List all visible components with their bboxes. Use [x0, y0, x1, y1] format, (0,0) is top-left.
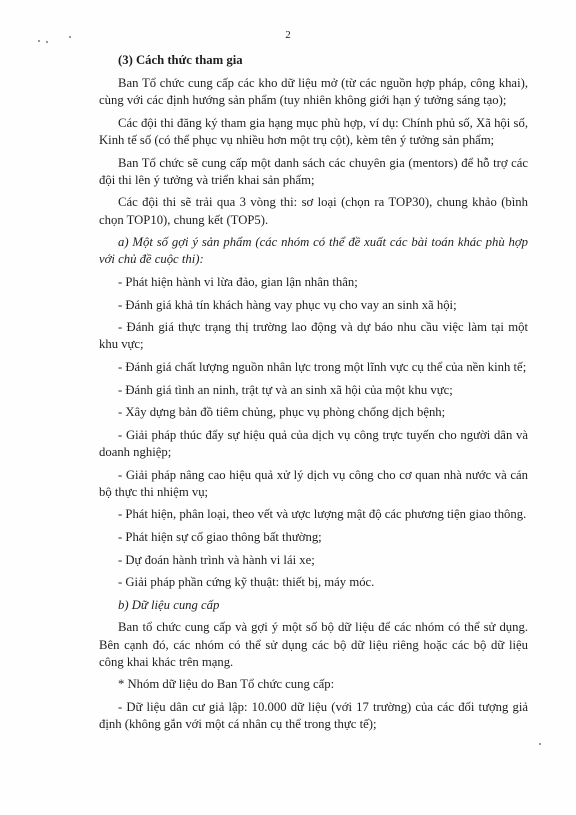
paragraph: - Đánh giá khả tín khách hàng vay phục vụ cho vay an sinh xã hội; — [118, 297, 457, 312]
paragraph: - Giải pháp thúc đẩy sự hiệu quả của dịch vụ công trực tuyến cho người dân và doanh nghiệp; — [99, 427, 528, 459]
paragraph: - Giải pháp phần cứng kỹ thuật: thiết bị, máy móc. — [118, 575, 375, 590]
paragraph: Các đội thi đăng ký tham gia hạng mục phù hợp, ví dụ: Chính phủ số, Xã hội số, Kinh tế số (có thể phục vụ nhiều hơn một trụ cột), kèm tên ý tưởng sản phẩm; — [99, 115, 528, 147]
paragraph: - Xây dựng bản đồ tiêm chủng, phục vụ phòng chống dịch bệnh; — [118, 405, 446, 420]
paragraph: - Phát hiện sự cố giao thông bất thường; — [118, 529, 322, 544]
paragraph: Các đội thi sẽ trải qua 3 vòng thi: sơ loại (chọn ra TOP30), chung khảo (bình chọn TOP10), chung kết (TOP5). — [99, 195, 528, 227]
scan-speck — [46, 41, 48, 43]
page-number: 2 — [285, 29, 291, 41]
section-heading: (3) Cách thức tham gia — [118, 53, 243, 67]
paragraph: Ban tổ chức cung cấp và gợi ý một số bộ dữ liệu để các nhóm có thể sử dụng. Bên cạnh đó, các nhóm có thể sử dụng các bộ dữ liệu riêng hoặc các bộ dữ liệu công khai khác trên mạng. — [99, 620, 528, 669]
paragraph: - Đánh giá thực trạng thị trường lao động và dự báo nhu cầu việc làm tại một khu vực; — [99, 320, 528, 352]
document-body — [99, 52, 528, 739]
paragraph: - Giải pháp nâng cao hiệu quả xử lý dịch vụ công cho cơ quan nhà nước và cán bộ thực thi nhiệm vụ; — [99, 467, 528, 499]
paragraph: - Phát hiện, phân loại, theo vết và ược lượng mật độ các phương tiện giao thông. — [118, 507, 527, 522]
paragraph: Ban Tổ chức sẽ cung cấp một danh sách các chuyên gia (mentors) để hỗ trợ các đội thi lên ý tưởng và triển khai sản phẩm; — [99, 155, 528, 187]
subsection-heading: b) Dữ liệu cung cấp — [118, 597, 220, 612]
paragraph: Ban Tổ chức cung cấp các kho dữ liệu mở (từ các nguồn hợp pháp, công khai), cùng với các định hướng sản phẩm (tuy nhiên không giới hạn ý tưởng sáng tạo); — [99, 76, 528, 108]
paragraph: - Dữ liệu dân cư giả lập: 10.000 dữ liệu (với 17 trường) của các đối tượng giả định (không gắn với một cá nhân cụ thể trong thực tế); — [99, 699, 528, 732]
scan-speck — [539, 743, 541, 745]
paragraph: - Đánh giá chất lượng nguồn nhân lực trong một lĩnh vực cụ thể của nền kinh tế; — [118, 359, 527, 374]
paragraph: * Nhóm dữ liệu do Ban Tổ chức cung cấp: — [118, 677, 335, 692]
paragraph: - Đánh giá tình an ninh, trật tự và an sinh xã hội của một khu vực; — [118, 382, 453, 397]
subsection-heading: a) Một số gợi ý sản phẩm (các nhóm có thể đề xuất các bài toán khác phù hợp với chủ đề cuộc thi): — [99, 235, 528, 267]
paragraph: - Phát hiện hành vi lừa đảo, gian lận nhân thân; — [118, 274, 358, 289]
paragraph: - Dự đoán hành trình và hành vi lái xe; — [118, 552, 315, 567]
